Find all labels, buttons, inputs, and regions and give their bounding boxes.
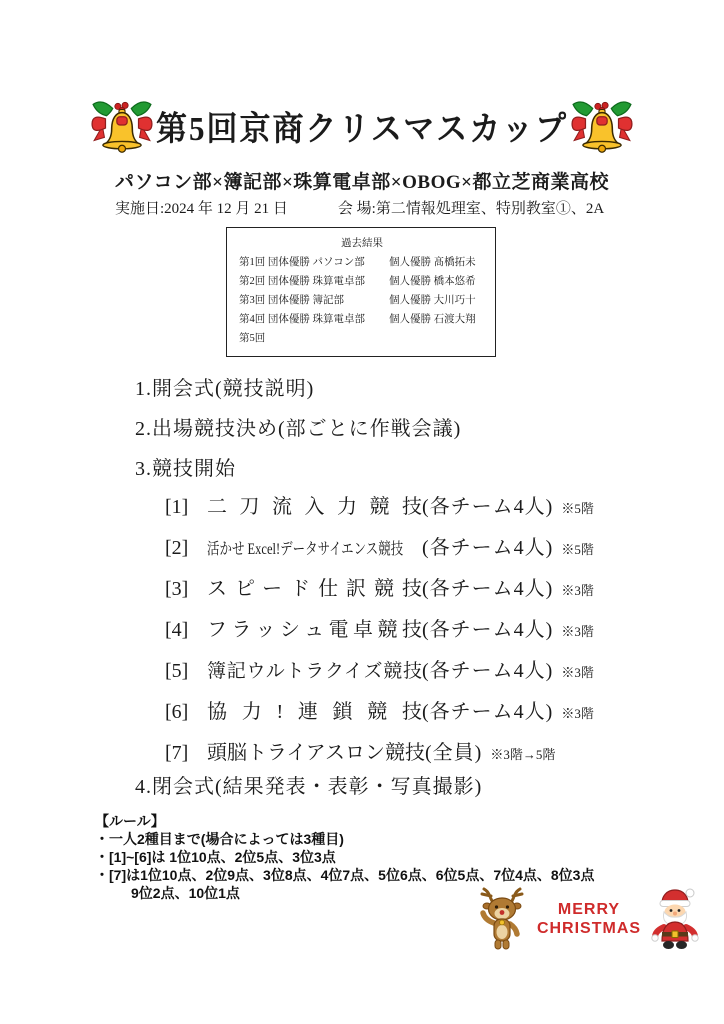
event-name: 二刀流入力競技 xyxy=(207,496,422,518)
title-row xyxy=(0,96,724,154)
event-row xyxy=(165,613,594,642)
event-number: [1] xyxy=(165,496,189,518)
event-row xyxy=(165,531,594,560)
rule-line: ・[1]~[6]は 1位10点、2位5点、3位3点 xyxy=(95,849,336,865)
event-number: [3] xyxy=(165,578,189,600)
event-name: 協力!連鎖競技 xyxy=(207,701,422,723)
individual-winner: 個人優勝 橋本悠希 xyxy=(389,276,476,287)
event-floor-note: ※3階 xyxy=(561,665,594,680)
team-winner: 第2回 団体優勝 珠算電卓部 xyxy=(239,276,365,287)
event-floor-note: ※3階 xyxy=(561,624,594,639)
individual-winner xyxy=(389,329,485,348)
meta-row xyxy=(115,197,604,218)
event-team-size: (各チーム4人) xyxy=(422,496,554,518)
event-name: スピード仕訳競技 xyxy=(207,578,422,600)
table-row xyxy=(239,253,485,272)
event-team-size: (全員) xyxy=(425,742,483,764)
santa-icon xyxy=(648,887,702,951)
christmas-line: CHRISTMAS xyxy=(536,920,642,937)
program-item-3: 3.競技開始 xyxy=(135,458,236,480)
event-team-size: (各チーム4人) xyxy=(422,619,554,641)
team-winner: 第5回 xyxy=(239,333,266,344)
event-number: [4] xyxy=(165,619,189,641)
team-winner: 第1回 団体優勝 パソコン部 xyxy=(239,257,365,268)
reindeer-icon xyxy=(474,886,530,952)
rule-line: ・一人2種目まで(場合によっては3種目) xyxy=(95,831,344,847)
event-team-size: (各チーム4人) xyxy=(422,701,554,723)
individual-winner: 個人優勝 石渡大翔 xyxy=(389,314,476,325)
program-item-4: 4.閉会式(結果発表・表彰・写真撮影) xyxy=(135,776,483,798)
past-results-title: 過去結果 xyxy=(341,238,383,249)
event-floor-note: ※5階 xyxy=(561,542,594,557)
event-row xyxy=(165,695,594,724)
event-name: 頭脳トライアスロン競技 xyxy=(207,742,425,764)
event-floor-note: ※5階 xyxy=(561,501,594,516)
event-team-size: (各チーム4人) xyxy=(422,578,554,600)
merry-christmas-text xyxy=(530,900,648,938)
bell-with-holly-icon xyxy=(90,96,154,154)
event-row xyxy=(165,572,594,601)
table-row xyxy=(239,329,485,348)
christmas-decoration xyxy=(474,886,702,952)
event-name: 活かせ Excel!データサイエンス競技 xyxy=(207,541,404,558)
event-team-size: (各チーム4人) xyxy=(422,537,554,559)
team-winner: 第3回 団体優勝 簿記部 xyxy=(239,295,344,306)
table-row xyxy=(239,272,485,291)
rule-line: ・[7]は1位10点、2位9点、3位8点、4位7点、5位6点、6位5点、7位4点、8位3点 xyxy=(95,867,595,883)
event-date: 実施日:2024 年 12 月 21 日 xyxy=(115,201,288,217)
past-results-box xyxy=(226,227,496,357)
individual-winner: 個人優勝 髙橋拓未 xyxy=(389,257,476,268)
event-number: [7] xyxy=(165,742,189,764)
bell-with-holly-icon xyxy=(570,96,634,154)
event-venue: 会 場:第二情報処理室、特別教室①、2A xyxy=(337,201,605,217)
program-item-1: 1.開会式(競技説明) xyxy=(135,378,315,400)
event-row xyxy=(165,654,594,683)
rule-line-continuation: 9位2点、10位1点 xyxy=(131,885,240,901)
event-floor-note: ※3階 xyxy=(561,583,594,598)
individual-winner: 個人優勝 大川巧十 xyxy=(389,295,476,306)
event-number: [5] xyxy=(165,660,189,682)
event-number: [6] xyxy=(165,701,189,723)
merry-line: MERRY xyxy=(557,901,621,918)
team-winner: 第4回 団体優勝 珠算電卓部 xyxy=(239,314,365,325)
program-item-2: 2.出場競技決め(部ごとに作戦会議) xyxy=(135,418,462,440)
event-row xyxy=(165,736,555,765)
event-team-size: (各チーム4人) xyxy=(422,660,554,682)
table-row xyxy=(239,310,485,329)
event-row xyxy=(165,490,594,519)
event-floor-note: ※3階 xyxy=(561,706,594,721)
event-name: フラッシュ電卓競技 xyxy=(207,619,422,641)
rules-heading: 【ルール】 xyxy=(95,813,165,829)
table-row xyxy=(239,291,485,310)
event-number: [2] xyxy=(165,537,189,559)
event-floor-note: ※3階→5階 xyxy=(490,747,556,762)
event-name: 簿記ウルトラクイズ競技 xyxy=(207,661,422,682)
page-title: 第5回京商クリスマスカップ xyxy=(156,109,568,148)
subtitle: パソコン部×簿記部×珠算電卓部×OBOG×都立芝商業高校 xyxy=(115,172,609,193)
